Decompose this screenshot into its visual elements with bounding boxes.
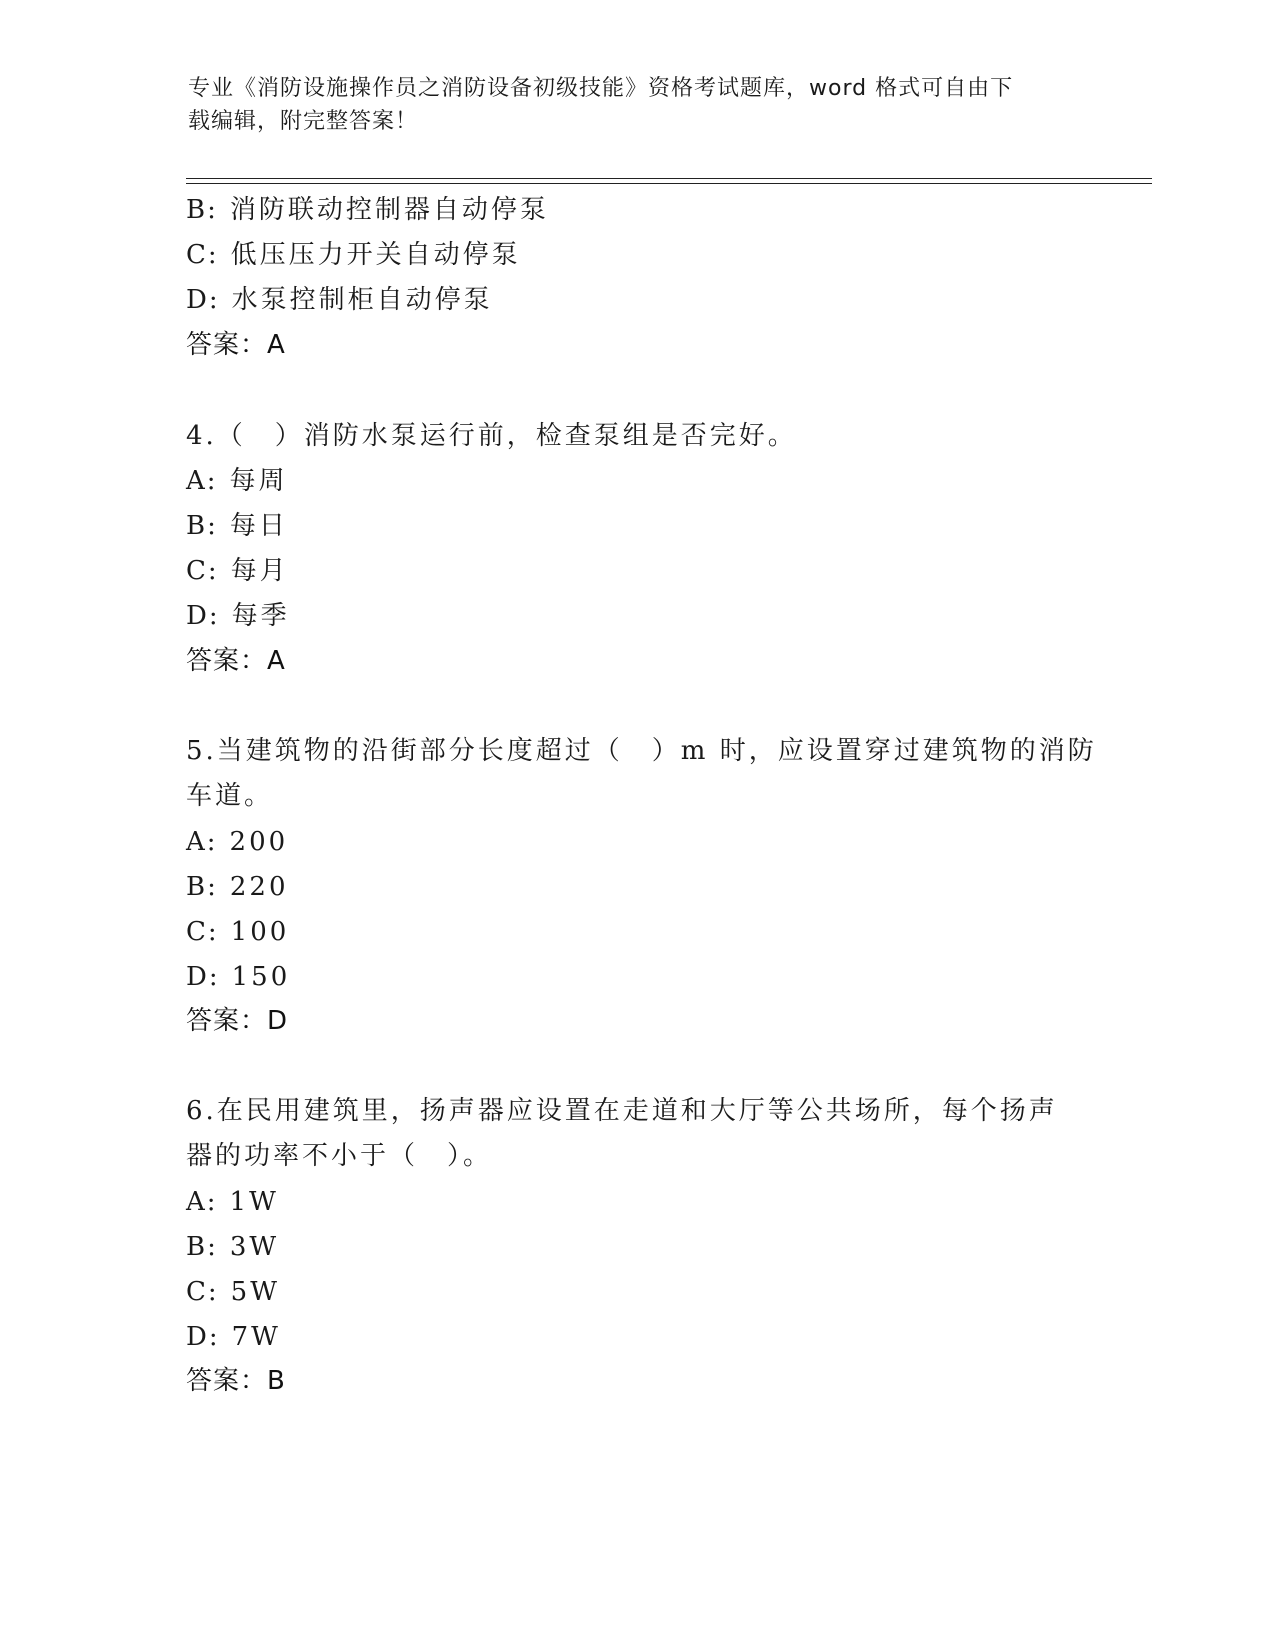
option-label: D: [186,1322,220,1352]
option-text: 7W [231,1322,281,1352]
option-label: B: [186,511,218,541]
option-label: C: [186,556,219,586]
header-line-1: 专业《消防设施操作员之消防设备初级技能》资格考试题库，word 格式可自由下 [188,76,1014,101]
q4-option-b [186,510,288,542]
option-text: 1W [229,1187,279,1217]
option-text: 每日 [229,511,288,541]
q6-option-d [186,1321,281,1353]
q5-option-a [186,826,288,858]
q6-answer: 答案：B [186,1366,286,1396]
q6-option-b [186,1231,279,1263]
option-text: 200 [229,827,289,857]
option-label: C: [186,917,219,947]
option-text: 每季 [231,601,290,631]
q5-option-c [186,916,289,948]
q4-question: 4.（ ）消防水泵运行前，检查泵组是否完好。 [186,421,797,451]
option-label: C: [186,1277,219,1307]
q5-option-d [186,961,290,993]
q3-option-c [186,239,521,271]
q3-option-b [186,194,549,226]
option-text: 5W [230,1277,280,1307]
q4-answer: 答案：A [186,646,286,676]
option-label: B: [186,195,218,225]
option-text: 220 [229,872,289,902]
option-text: 100 [230,917,290,947]
option-text: 每月 [230,556,289,586]
q5-question-line-2: 车道。 [186,781,274,811]
option-text: 低压压力开关自动停泵 [230,240,521,270]
option-label: B: [186,1232,218,1262]
q5-answer: 答案：D [186,1006,289,1036]
q6-option-c [186,1276,280,1308]
option-label: A: [186,1187,218,1217]
q5-option-b [186,871,289,903]
option-label: A: [186,466,218,496]
option-label: D: [186,285,220,315]
q4-option-c [186,555,289,587]
header-divider-top [186,178,1152,179]
q3-option-d [186,284,493,316]
option-label: C: [186,240,219,270]
option-text: 150 [231,962,291,992]
option-label: A: [186,827,218,857]
q5-question-line-1: 5.当建筑物的沿街部分长度超过（ ）m 时，应设置穿过建筑物的消防 [186,736,1097,766]
q4-option-a [186,465,288,497]
header-line-2: 载编辑，附完整答案！ [188,109,419,134]
q6-question-line-2: 器的功率不小于（ ）。 [186,1141,493,1171]
q4-option-d [186,600,290,632]
option-text: 消防联动控制器自动停泵 [229,195,549,225]
option-text: 3W [229,1232,280,1262]
document-header [188,72,1088,138]
option-label: D: [186,962,220,992]
header-divider-bottom [186,183,1152,184]
option-text: 每周 [229,466,288,496]
q6-question-line-1: 6.在民用建筑里，扬声器应设置在走道和大厅等公共场所，每个扬声 [186,1096,1058,1126]
option-label: D: [186,601,220,631]
option-text: 水泵控制柜自动停泵 [231,285,493,315]
option-label: B: [186,872,218,902]
q3-answer: 答案：A [186,330,286,360]
q6-option-a [186,1186,279,1218]
